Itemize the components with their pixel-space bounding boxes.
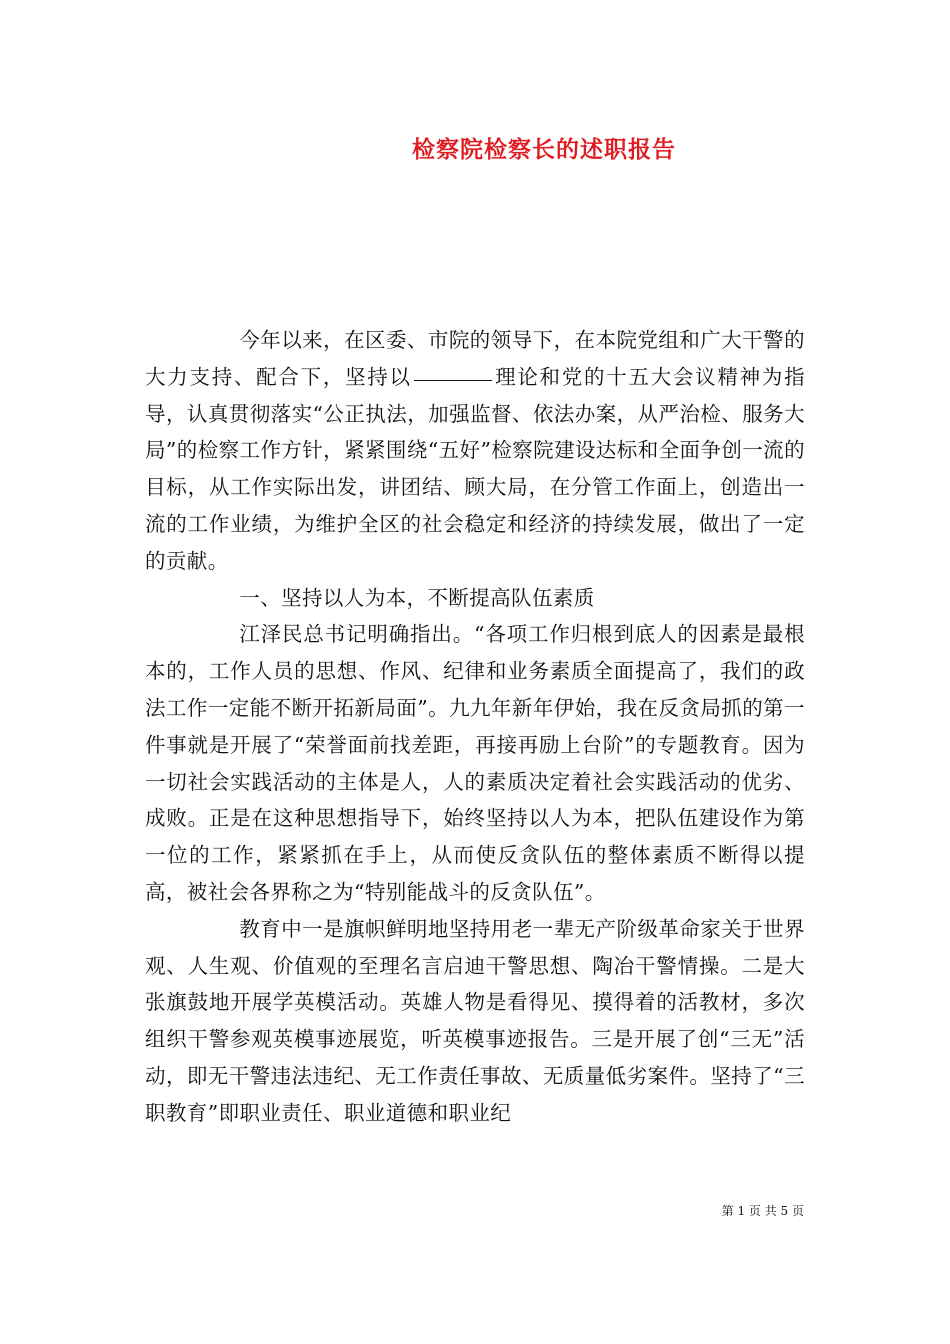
page-number: 第 1 页 共 5 页 (721, 1204, 804, 1218)
paragraph-3: 教育中一是旗帜鲜明地坚持用老一辈无产阶级革命家关于世界观、人生观、价值观的至理名言启迪干警思想、陶冶干警情操。二是大张旗鼓地开展学英模活动。英雄人物是看得见、摸得着的活教材，多次组织干警参观英模事迹展览，听英模事迹报告。三是开展了创“三无”活动，即无干警违法违纪、无工作责任事故、无质量低劣案件。坚持了“三职教育”即职业责任、职业道德和职业纪 (145, 916, 805, 1125)
paragraph-intro (145, 322, 805, 580)
paragraph-intro-part1: 今年以来，在区委、市院的领导下，在本院党组和广大干警的大力支持、配合下，坚持以 (145, 328, 805, 389)
paragraph-intro-part2: 理论和党的十五大会议精神为指导，认真贯彻落实“公正执法，加强监督、依法办案，从严治检、服务大局”的检察工作方针，紧紧围绕“五好”检察院建设达标和全面争创一流的目标，从工作实际出发，讲团结、顾大局，在分管工作面上，创造出一流的工作业绩，为维护全区的社会稳定和经济的持续发展，做出了一定的贡献。 (145, 364, 805, 573)
fill-in-blank (414, 379, 492, 381)
section-heading-1: 一、坚持以人为本，不断提高队伍素质 (239, 585, 595, 610)
document-title: 检察院检察长的述职报告 (412, 136, 676, 163)
document-body (145, 322, 805, 1132)
paragraph-2: 江泽民总书记明确指出。“各项工作归根到底人的因素是最根本的，工作人员的思想、作风、纪律和业务素质全面提高了，我们的政法工作一定能不断开拓新局面”。九九年新年伊始，我在反贪局抓的第一件事就是开展了“荣誉面前找差距，再接再励上台阶”的专题教育。因为一切社会实践活动的主体是人，人的素质决定着社会实践活动的优劣、成败。正是在这种思想指导下，始终坚持以人为本，把队伍建设作为第一位的工作，紧紧抓在手上，从而使反贪队伍的整体素质不断得以提高，被社会各界称之为“特别能战斗的反贪队伍”。 (145, 622, 805, 904)
